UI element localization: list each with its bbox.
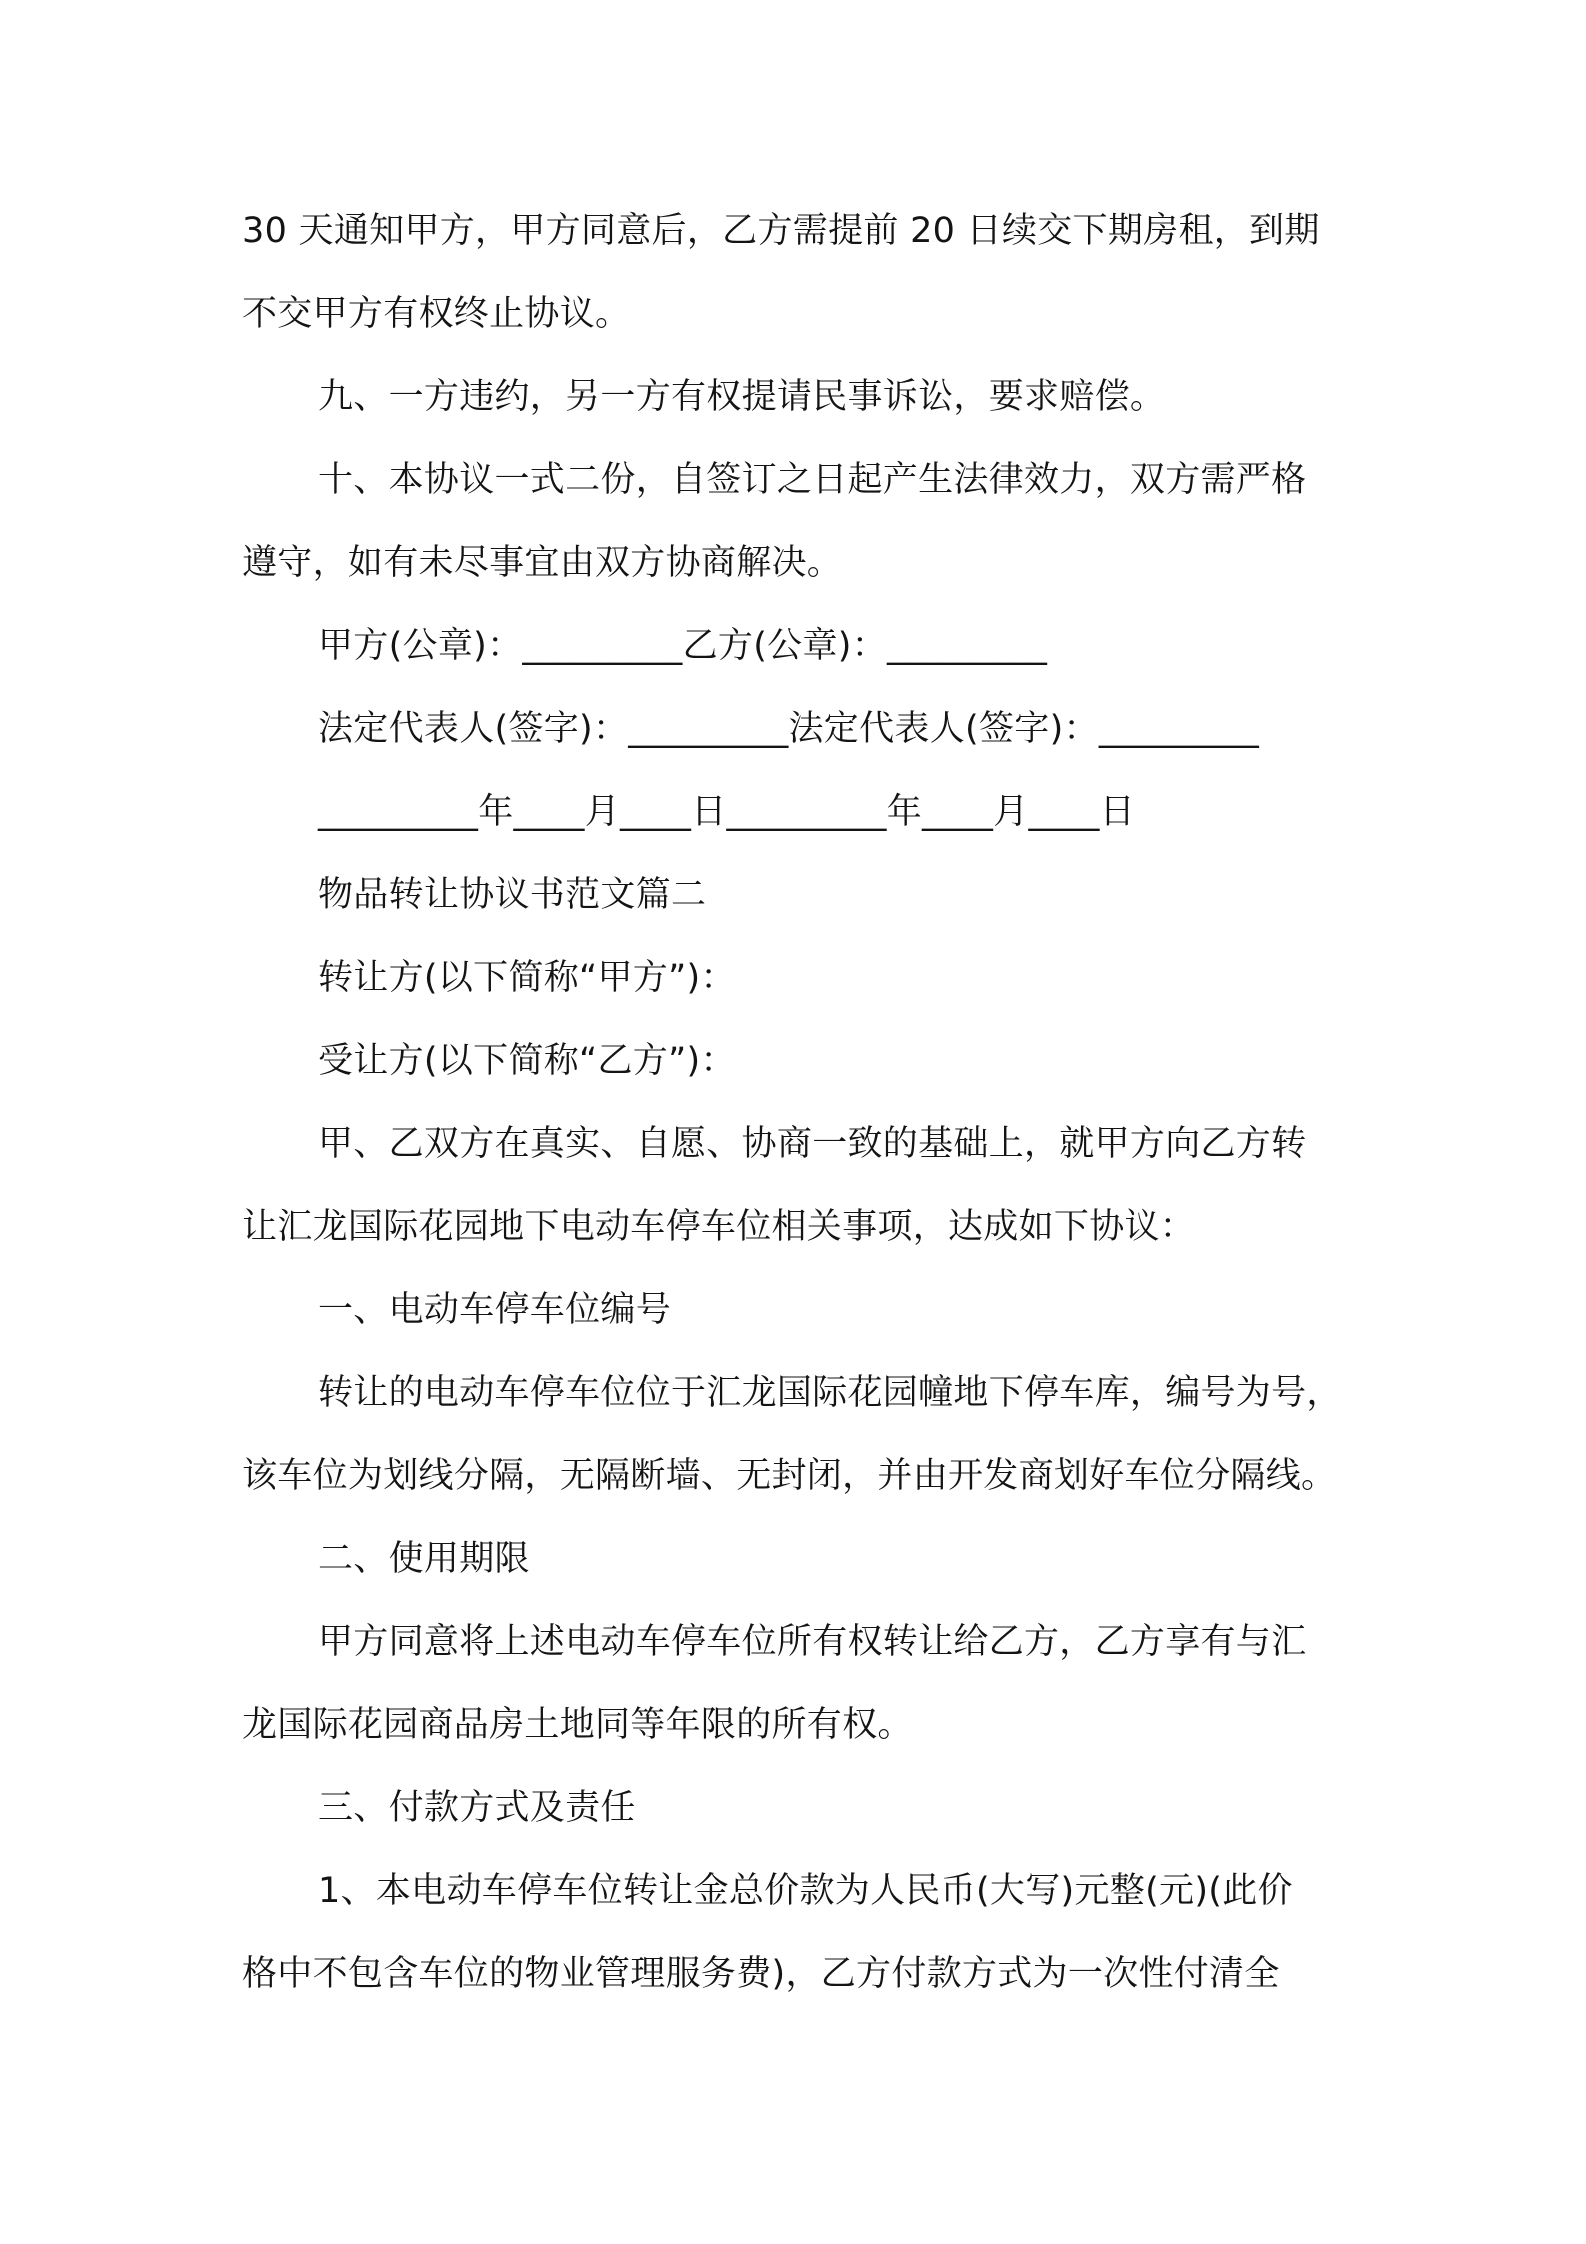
text-line: 遵守，如有未尽事宜由双方协商解决。 xyxy=(242,543,843,583)
text-line: 龙国际花园商品房土地同等年限的所有权。 xyxy=(242,1705,913,1745)
document-body xyxy=(242,196,1352,2022)
text-line: 甲、乙双方在真实、自愿、协商一致的基础上，就甲方向乙方转 xyxy=(318,1124,1307,1164)
text-line: 格中不包含车位的物业管理服务费)，乙方付款方式为一次性付清全 xyxy=(242,1954,1280,1994)
signature-representative-line: 法定代表人(签字)：_________法定代表人(签字)：_________ xyxy=(318,709,1260,749)
text-line: 甲方同意将上述电动车停车位所有权转让给乙方，乙方享有与汇 xyxy=(318,1622,1307,1662)
heading-parking-number: 一、电动车停车位编号 xyxy=(318,1290,672,1330)
text-line: 1、本电动车停车位转让金总价款为人民币(大写)元整(元)(此价 xyxy=(318,1871,1293,1911)
heading-payment: 三、付款方式及责任 xyxy=(318,1788,636,1828)
transferor-line: 转让方(以下简称“甲方”)： xyxy=(318,958,736,998)
signature-date-line: _________年____月____日_________年____月____日 xyxy=(318,792,1135,832)
text-line: 转让的电动车停车位位于汇龙国际花园幢地下停车库，编号为号， xyxy=(318,1373,1342,1413)
text-line: 让汇龙国际花园地下电动车停车位相关事项，达成如下协议： xyxy=(242,1207,1196,1247)
clause-nine: 九、一方违约，另一方有权提请民事诉讼，要求赔偿。 xyxy=(318,377,1166,417)
text-line: 不交甲方有权终止协议。 xyxy=(242,294,631,334)
transferee-line: 受让方(以下简称“乙方”)： xyxy=(318,1041,736,1081)
heading-usage-period: 二、使用期限 xyxy=(318,1539,530,1579)
clause-ten: 十、本协议一式二份，自签订之日起产生法律效力，双方需严格 xyxy=(318,460,1307,500)
section-title: 物品转让协议书范文篇二 xyxy=(318,875,707,915)
signature-seal-line: 甲方(公章)：_________乙方(公章)：_________ xyxy=(318,626,1048,666)
text-line: 30 天通知甲方，甲方同意后，乙方需提前 20 日续交下期房租，到期 xyxy=(242,211,1320,251)
text-line: 该车位为划线分隔，无隔断墙、无封闭，并由开发商划好车位分隔线。 xyxy=(242,1456,1337,1496)
